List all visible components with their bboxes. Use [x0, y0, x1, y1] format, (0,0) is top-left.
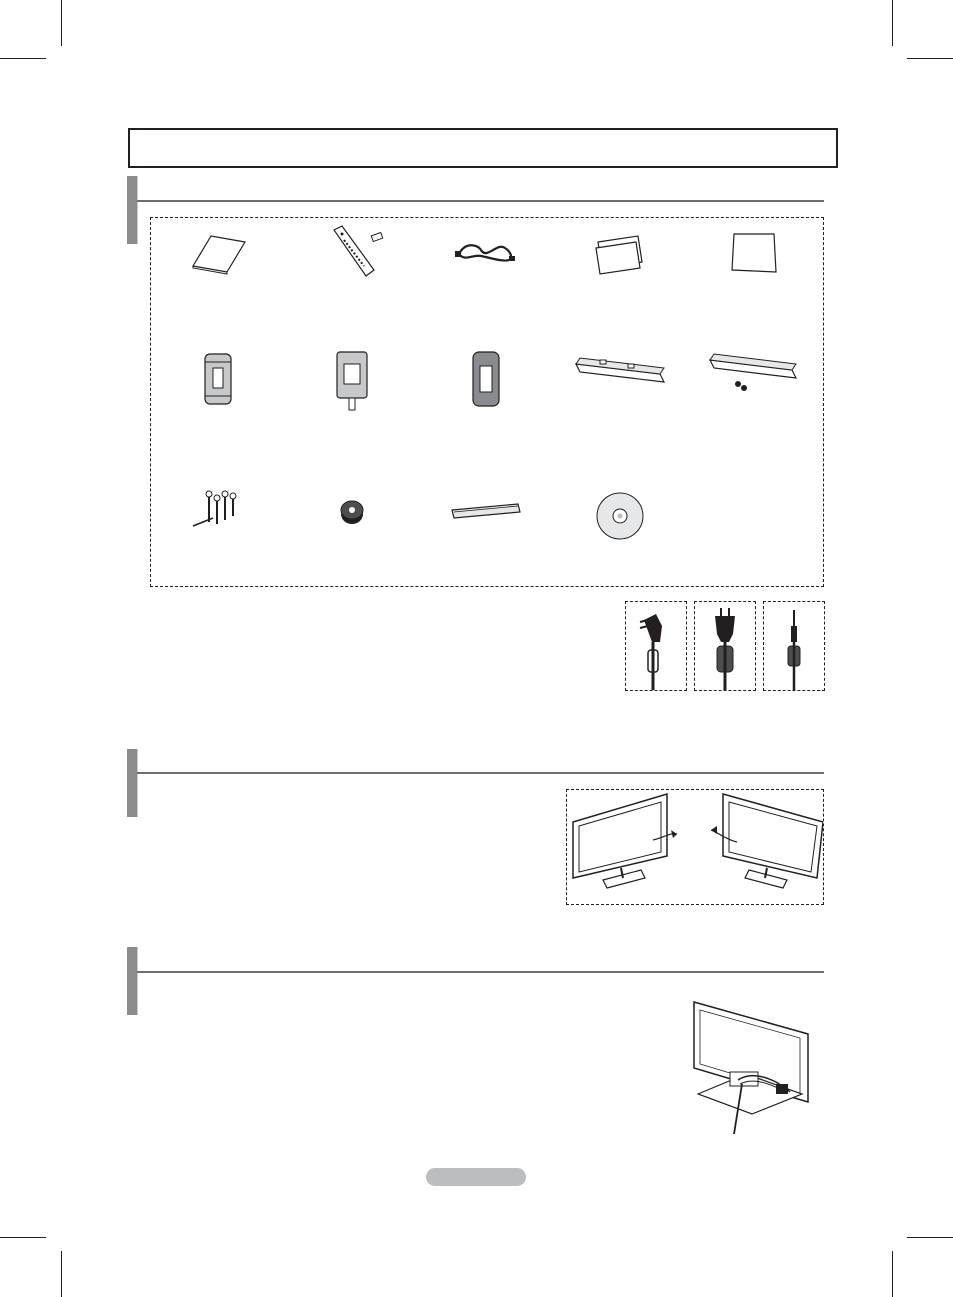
accessory-item: [151, 228, 285, 282]
accessory-item: [553, 488, 687, 548]
swivel-illustration-box: [566, 789, 824, 905]
ferrite-core-icon: [193, 348, 243, 408]
ferrite-core-icon: [461, 346, 511, 411]
cleaning-cloth-icon: [724, 228, 784, 278]
accessory-item: [151, 348, 285, 412]
power-cord-straight-icon: [695, 602, 755, 690]
accessories-box: [150, 217, 824, 587]
section-rule: [137, 200, 824, 202]
cable-management-illustration: [690, 998, 816, 1139]
screws-icon: [183, 486, 253, 536]
crop-mark: [907, 1237, 953, 1238]
accessory-item: [687, 228, 821, 282]
accessory-item: [553, 348, 687, 392]
crop-mark: [907, 58, 953, 59]
crop-mark: [61, 1251, 62, 1297]
accessory-item: [419, 346, 553, 415]
section-marker: [127, 749, 138, 817]
crop-mark: [892, 0, 893, 46]
crop-mark: [0, 58, 46, 59]
ferrite-clamp-icon: [327, 346, 377, 416]
cable-detail-box: [694, 601, 756, 691]
accessory-item: [419, 232, 553, 276]
cable-tie-icon: [446, 496, 526, 526]
power-cord-icon: [451, 232, 521, 272]
crop-mark: [0, 1237, 46, 1238]
section-marker: [127, 176, 138, 244]
page-title: [128, 128, 838, 168]
power-cord-plug-icon: [626, 602, 686, 690]
accessory-item: [151, 486, 285, 540]
stand-cover-icon: [570, 348, 670, 388]
accessory-item: [687, 348, 821, 402]
cable-detail-box: [625, 601, 687, 691]
page-number: [426, 1168, 526, 1186]
section-rule: [137, 772, 824, 774]
section-marker: [127, 947, 138, 1015]
accessory-item: [553, 232, 687, 281]
manual-icon: [183, 228, 253, 278]
cable-detail-box: [763, 601, 825, 691]
holder-ring-icon: [327, 492, 377, 532]
accessory-item: [285, 492, 419, 536]
tv-back-cable-icon: [690, 998, 816, 1134]
warranty-card-icon: [590, 232, 650, 277]
section-rule: [137, 971, 824, 973]
accessory-item: [419, 496, 553, 530]
crop-mark: [892, 1251, 893, 1297]
cd-icon: [590, 488, 650, 544]
tv-swivel-icon: [567, 790, 823, 904]
accessory-item: [285, 346, 419, 420]
audio-jack-icon: [764, 602, 824, 690]
accessory-item: [285, 222, 419, 286]
stand-cover-screws-icon: [704, 348, 804, 398]
crop-mark: [61, 0, 62, 46]
remote-control-icon: [312, 222, 392, 282]
